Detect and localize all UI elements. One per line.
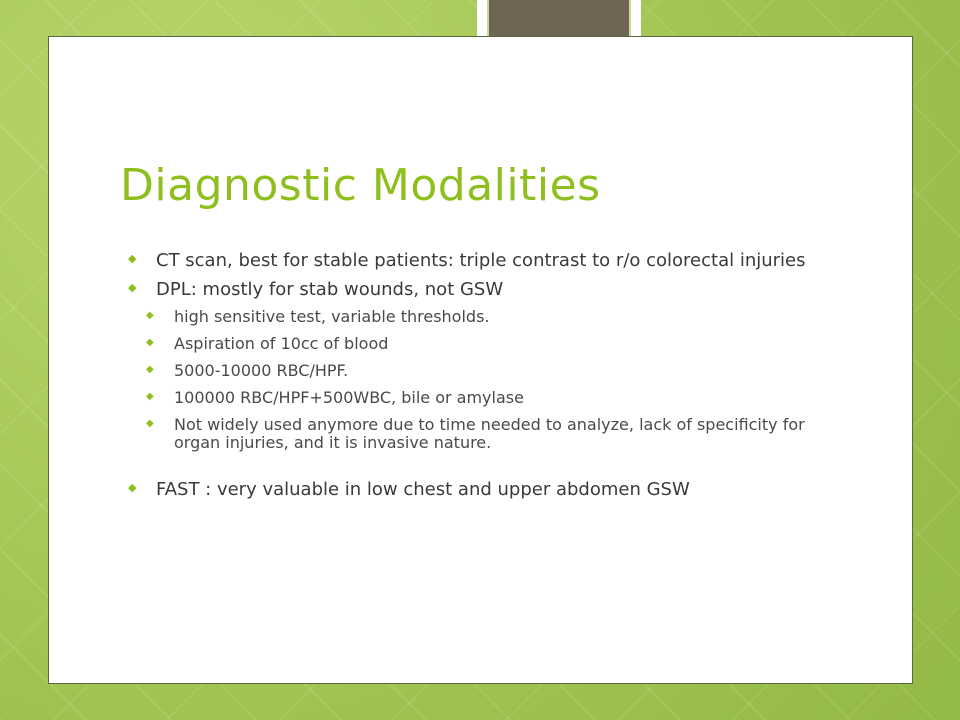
diamond-bullet-icon: ◆: [128, 252, 137, 265]
sub-bullet-item: [144, 335, 826, 353]
bullet-item: [126, 279, 826, 300]
sub-bullet-text: high sensitive test, variable thresholds.: [174, 307, 490, 326]
diamond-bullet-icon: ◆: [146, 310, 154, 321]
diamond-bullet-icon: ◆: [128, 481, 137, 494]
diamond-bullet-icon: ◆: [128, 281, 137, 294]
diamond-bullet-icon: ◆: [146, 418, 154, 429]
bullet-text: CT scan, best for stable patients: triple contrast to r/o colorectal injuries: [156, 250, 806, 271]
bullet-text: DPL: mostly for stab wounds, not GSW: [156, 279, 504, 300]
slide-title: Diagnostic Modalities: [120, 160, 601, 211]
sub-bullet-item: [144, 308, 826, 326]
diamond-bullet-icon: ◆: [146, 337, 154, 348]
sub-bullet-text: Not widely used anymore due to time needed to analyze, lack of specificity for organ injuries, and it is invasive nature.: [174, 415, 805, 452]
bullet-item: [126, 479, 826, 500]
sub-bullet-item: [144, 362, 826, 380]
bullet-text: FAST : very valuable in low chest and upper abdomen GSW: [156, 479, 690, 500]
sub-bullet-item: [144, 389, 826, 407]
sub-bullet-text: Aspiration of 10cc of blood: [174, 334, 389, 353]
sub-bullet-text: 5000-10000 RBC/HPF.: [174, 361, 349, 380]
spacer: [126, 461, 826, 479]
diamond-bullet-icon: ◆: [146, 364, 154, 375]
bullet-list: [126, 250, 826, 508]
sub-bullet-item: [144, 416, 826, 452]
sub-bullet-text: 100000 RBC/HPF+500WBC, bile or amylase: [174, 388, 524, 407]
bullet-item: [126, 250, 826, 271]
diamond-bullet-icon: ◆: [146, 391, 154, 402]
